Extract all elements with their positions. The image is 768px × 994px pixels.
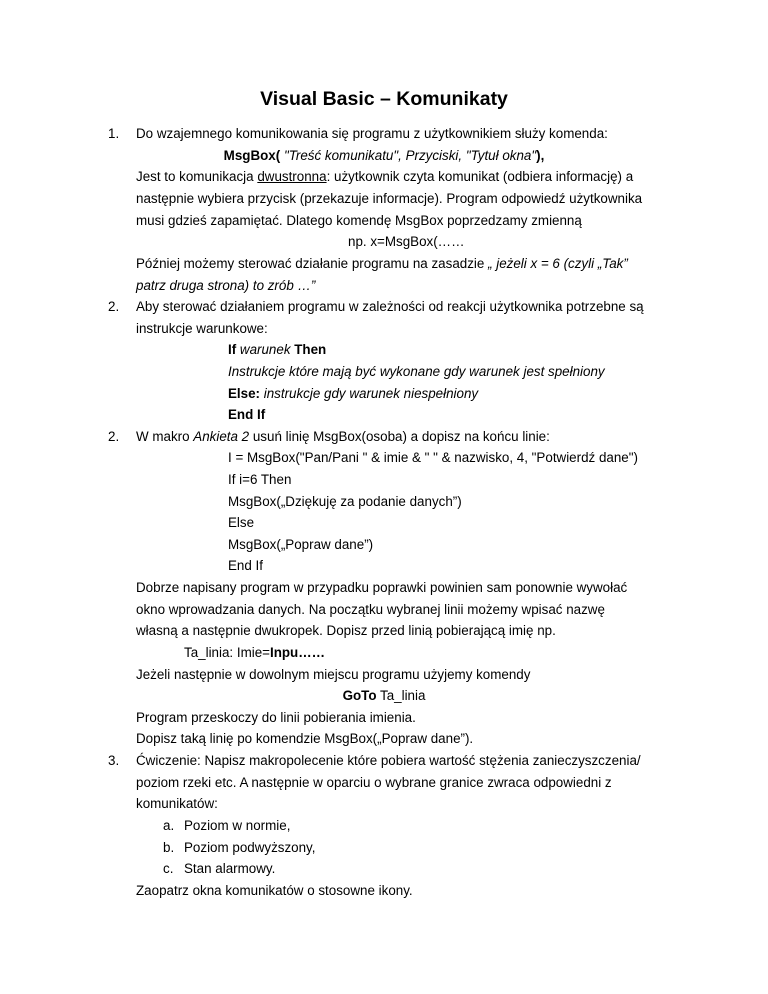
item1-line8: patrz druga strona) to zrób …”	[136, 278, 316, 293]
code-line: I = MsgBox("Pan/Pani " & imie & " " & nazwisko, 4, "Potwierdź dane")	[228, 450, 638, 465]
sublist-letter: c.	[163, 861, 174, 876]
document-title: Visual Basic – Komunikaty	[260, 88, 508, 110]
code-line: End If	[228, 558, 263, 573]
goto-label: Ta_linia	[376, 688, 426, 703]
item1-line3	[136, 166, 633, 188]
msgbox-syntax	[0, 145, 768, 167]
sublist-item: Poziom podwyższony,	[184, 840, 316, 855]
endif-line: End If	[228, 407, 266, 422]
item1-line5: musi gdzieś zapamiętać. Dlatego komendę MsgBox poprzedzamy zmienną	[136, 213, 582, 228]
item1-line7	[136, 253, 628, 275]
item2a-line1: Aby sterować działaniem programu w zależności od reakcji użytkownika potrzebne są	[136, 299, 644, 314]
text-span: Później możemy sterować działanie programu na zasadzie	[136, 256, 489, 271]
else-line	[228, 383, 478, 405]
item2b-para2: okno wprowadzania danych. Na początku wybranej linii możemy wpisać nazwę	[136, 602, 605, 617]
list-number-3: 3.	[108, 753, 120, 768]
text-span: : użytkownik czyta komunikat (odbiera informację) a	[326, 169, 634, 184]
item1-line4: następnie wybiera przycisk (przekazuje informacje). Program odpowiedź użytkownika	[136, 191, 643, 206]
sublist-letter: a.	[163, 818, 175, 833]
list-number-1: 1.	[108, 126, 120, 141]
else-keyword: Else:	[228, 386, 261, 401]
goto-keyword: GoTo	[342, 688, 377, 703]
item3-last: Zaopatrz okna komunikatów o stosowne ikony.	[136, 883, 413, 898]
code-line: If i=6 Then	[228, 472, 292, 487]
text-span: usuń linię MsgBox(osoba) a dopisz na końcu linie:	[249, 429, 550, 444]
underlined-word: dwustronna	[257, 169, 327, 184]
then-keyword: Then	[294, 342, 327, 357]
msgbox-args: "Treść komunikatu", Przyciski, "Tytuł okna"	[280, 148, 537, 163]
item3-line1: Ćwiczenie: Napisz makropolecenie które pobiera wartość stężenia zanieczyszczenia/	[136, 753, 641, 768]
if-statement	[228, 339, 326, 361]
else-text: instrukcje gdy warunek niespełniony	[260, 386, 479, 401]
item1-intro: Do wzajemnego komunikowania się programu z użytkownikiem służy komenda:	[136, 126, 608, 141]
macro-name: Ankieta 2	[193, 429, 250, 444]
item2b-line1	[136, 426, 550, 448]
italic-span: „ jeżeli x = 6 (czyli „Tak”	[488, 256, 628, 271]
list-number-2a: 2.	[108, 299, 120, 314]
msgbox-keyword: MsgBox(	[223, 148, 281, 163]
text-span: Ta_linia: Imie=	[184, 645, 270, 660]
item2b-para5: Program przeskoczy do linii pobierania imienia.	[136, 710, 416, 725]
label-example	[184, 642, 325, 664]
if-condition: warunek	[236, 342, 295, 357]
text-span: W makro	[136, 429, 194, 444]
bold-span: Inpu……	[269, 645, 326, 660]
if-keyword: If	[228, 342, 237, 357]
list-number-2b: 2.	[108, 429, 120, 444]
item2b-para6: Dopisz taką linię po komendzie MsgBox(„Popraw dane”).	[136, 731, 474, 746]
text-span: Jest to komunikacja	[136, 169, 258, 184]
item2b-para3: własną a następnie dwukropek. Dopisz przed linią pobierającą imię np.	[136, 623, 556, 638]
item2b-para1: Dobrze napisany program w przypadku poprawki powinien sam ponownie wywołać	[136, 580, 628, 595]
sublist-item: Stan alarmowy.	[184, 861, 276, 876]
code-line: MsgBox(„Popraw dane”)	[228, 537, 374, 552]
item1-example: np. x=MsgBox(……	[348, 234, 465, 249]
goto-line	[0, 685, 768, 707]
item3-line3: komunikatów:	[136, 796, 218, 811]
item2a-line2: instrukcje warunkowe:	[136, 321, 268, 336]
sublist-item: Poziom w normie,	[184, 818, 291, 833]
item2b-para4: Jeżeli następnie w dowolnym miejscu programu użyjemy komendy	[136, 667, 531, 682]
code-line: MsgBox(„Dziękuję za podanie danych”)	[228, 494, 462, 509]
instructions-line: Instrukcje które mają być wykonane gdy warunek jest spełniony	[228, 364, 605, 379]
sublist-letter: b.	[163, 840, 175, 855]
item3-line2: poziom rzeki etc. A następnie w oparciu o wybrane granice zwraca odpowiedni z	[136, 775, 612, 790]
msgbox-close: ),	[536, 148, 545, 163]
code-line: Else	[228, 515, 255, 530]
